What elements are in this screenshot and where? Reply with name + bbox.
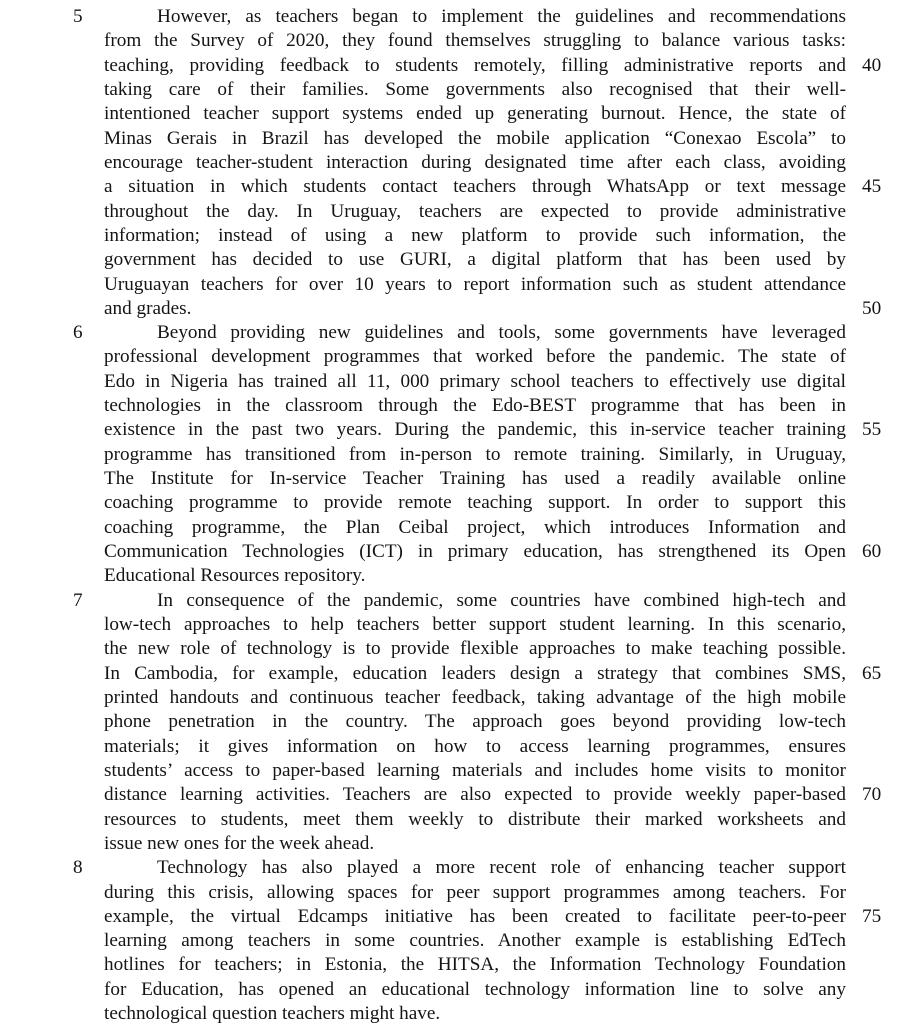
- text-line: Communication Technologies (ICT) in primary education, has strengthened its Open: [104, 541, 846, 563]
- text-line: from the Survey of 2020, they found themselves struggling to balance various tasks:: [104, 30, 846, 52]
- text-line: resources to students, meet them weekly to distribute their marked worksheets and: [104, 808, 846, 830]
- margin-line-number: 40: [862, 54, 882, 76]
- paragraph-number: 5: [73, 6, 83, 27]
- text-line: technologies in the classroom through the Edo-BEST programme that has been in: [104, 395, 846, 417]
- text-line: for Education, has opened an educational technology information line to solve any: [104, 978, 846, 1000]
- text-line: low-tech approaches to help teachers better support student learning. In this scenario,: [104, 614, 846, 635]
- text-line: hotlines for teachers; in Estonia, the HITSA, the Information Technology Foundation: [104, 954, 846, 976]
- text-line: materials; it gives information on how to access learning programmes, ensures: [104, 735, 846, 757]
- text-line: In consequence of the pandemic, some countries have combined high-tech and: [157, 589, 846, 611]
- text-line: However, as teachers began to implement the guidelines and recommendations: [157, 6, 846, 27]
- text-line: encourage teacher-student interaction during designated time after each class, avoiding: [104, 151, 846, 173]
- text-line: Beyond providing new guidelines and tools, some governments have leveraged: [157, 322, 846, 344]
- margin-line-number: 70: [862, 784, 882, 806]
- paragraph-number: 8: [73, 857, 83, 879]
- text-line: taking care of their families. Some governments also recognised that their well-: [104, 78, 846, 100]
- text-line: Edo in Nigeria has trained all 11, 000 primary school teachers to effectively use digital: [104, 370, 846, 392]
- text-line: and grades.: [104, 297, 192, 319]
- text-line: phone penetration in the country. The approach goes beyond providing low-tech: [104, 711, 846, 733]
- text-line: existence in the past two years. During the pandemic, this in-service teacher training: [104, 419, 846, 441]
- text-line: Educational Resources repository.: [104, 565, 366, 587]
- margin-line-number: 60: [862, 541, 882, 563]
- text-line: throughout the day. In Uruguay, teachers are expected to provide administrative: [104, 200, 846, 222]
- margin-line-number: 45: [862, 176, 882, 198]
- text-line: technological question teachers might have.: [104, 1003, 441, 1025]
- text-line: Technology has also played a more recent role of enhancing teacher support: [157, 857, 846, 879]
- margin-line-number: 50: [862, 297, 882, 319]
- paragraph-number: 7: [73, 589, 83, 611]
- text-line: distance learning activities. Teachers are also expected to provide weekly paper-based: [104, 784, 846, 806]
- text-line: intentioned teacher support systems ended up generating burnout. Hence, the state of: [104, 103, 846, 125]
- text-line: issue new ones for the week ahead.: [104, 832, 375, 854]
- text-line: The Institute for In-service Teacher Training has used a readily available online: [104, 468, 846, 490]
- text-line: the new role of technology is to provide flexible approaches to make teaching possible.: [104, 638, 846, 660]
- text-line: Uruguayan teachers for over 10 years to report information such as student attendance: [104, 273, 846, 295]
- text-line: information; instead of using a new platform to provide such information, the: [104, 224, 846, 246]
- text-line: In Cambodia, for example, education leaders design a strategy that combines SMS,: [104, 662, 846, 684]
- text-line: coaching programme to provide remote teaching support. In order to support this: [104, 492, 846, 514]
- text-line: a situation in which students contact teachers through WhatsApp or text message: [104, 176, 846, 198]
- text-line: professional development programmes that worked before the pandemic. The state of: [104, 346, 846, 368]
- text-line: teaching, providing feedback to students remotely, filling administrative reports and: [104, 54, 846, 76]
- margin-line-number: 75: [862, 905, 882, 927]
- paragraph-number: 6: [73, 322, 83, 344]
- text-line: government has decided to use GURI, a digital platform that has been used by: [104, 249, 846, 271]
- text-line: Minas Gerais in Brazil has developed the mobile application “Conexao Escola” to: [104, 127, 846, 149]
- text-line: coaching programme, the Plan Ceibal project, which introduces Information and: [104, 516, 846, 538]
- text-line: programme has transitioned from in-person to remote training. Similarly, in Uruguay,: [104, 443, 846, 465]
- text-line: during this crisis, allowing spaces for peer support programmes among teachers. For: [104, 881, 846, 903]
- text-line: printed handouts and continuous teacher feedback, taking advantage of the high mobile: [104, 686, 846, 708]
- margin-line-number: 55: [862, 419, 882, 441]
- text-line: students’ access to paper-based learning materials and includes home visits to monitor: [104, 759, 846, 781]
- margin-line-number: 65: [862, 662, 882, 684]
- text-line: example, the virtual Edcamps initiative has been created to facilitate peer-to-peer: [104, 905, 846, 927]
- text-line: learning among teachers in some countries. Another example is establishing EdTech: [104, 930, 846, 952]
